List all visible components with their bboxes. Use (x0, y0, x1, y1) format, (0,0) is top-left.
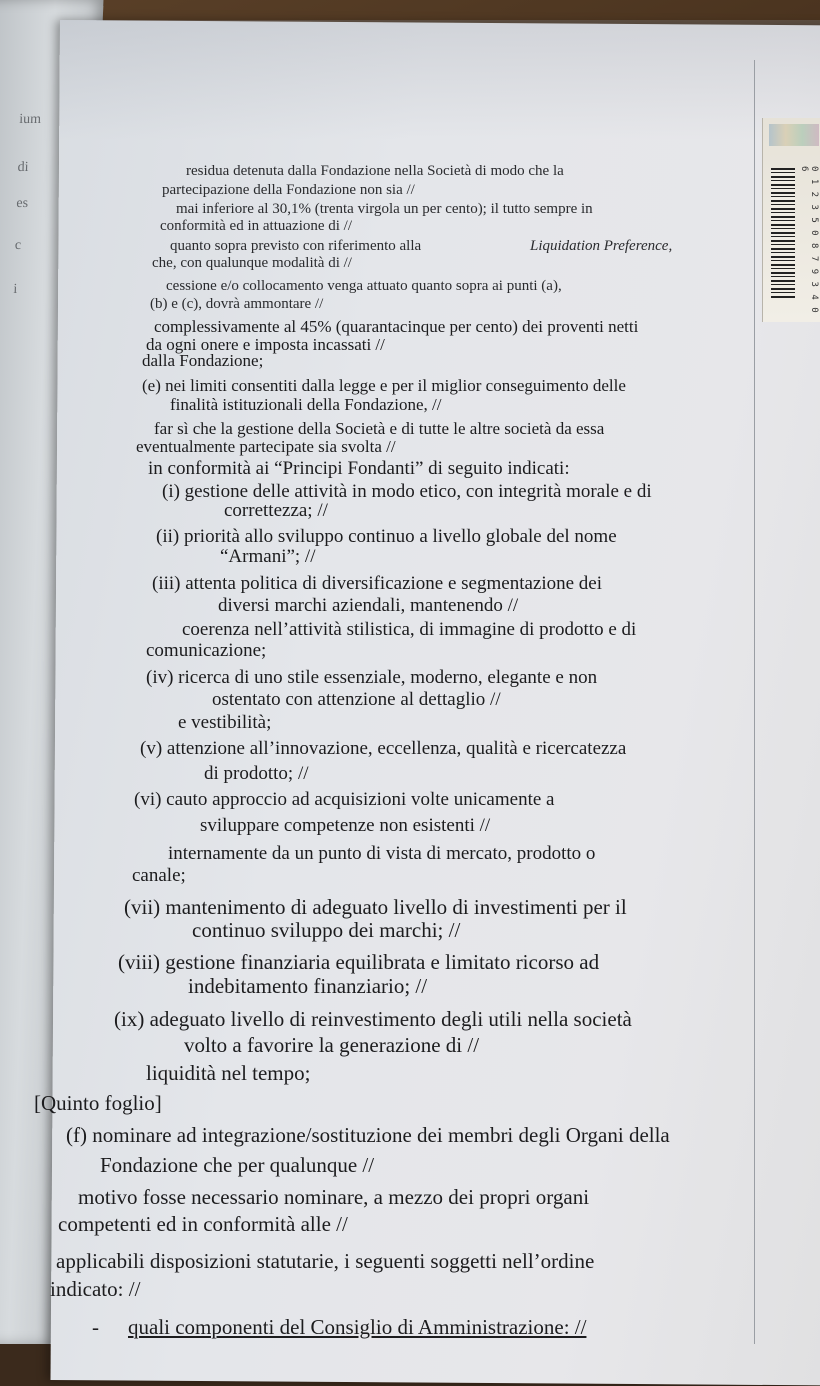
text-line-italic: Liquidation Preference, (530, 238, 673, 254)
text-line: che, con qualunque modalità di // (152, 255, 352, 271)
left-fragment: di (17, 160, 29, 175)
text-line: (e) nei limiti consentiti dalla legge e per il miglior conseguimento delle (142, 376, 626, 395)
text-line: partecipazione della Fondazione non sia // (162, 182, 415, 198)
text-line: eventualmente partecipate sia svolta // (136, 437, 396, 456)
text-line: correttezza; // (224, 500, 328, 521)
text-line: volto a favorire la generazione di // (184, 1033, 480, 1057)
text-line: motivo fosse necessario nominare, a mezzo dei propri organi (78, 1185, 590, 1209)
text-line: far sì che la gestione della Società e di tutte le altre società da essa (154, 419, 605, 438)
text-line: complessivamente al 45% (quarantacinque per cento) dei proventi netti (154, 317, 639, 336)
text-line: “Armani”; // (220, 546, 316, 567)
list-item-viii: (viii) gestione finanziaria equilibrata e limitato ricorso ad (118, 950, 600, 974)
text-line: indicato: // (50, 1277, 141, 1301)
text-line: da ogni onere e imposta incassati // (146, 335, 385, 354)
list-item-ii: (ii) priorità allo sviluppo continuo a livello globale del nome (156, 526, 617, 547)
left-fragment: es (16, 196, 29, 211)
text-line: Fondazione che per qualunque // (100, 1153, 375, 1177)
text-line: comunicazione; (146, 640, 267, 661)
text-line: sviluppare competenze non esistenti // (200, 815, 491, 836)
left-fragment: c (14, 238, 22, 253)
list-item-iii: (iii) attenta politica di diversificazione e segmentazione dei (152, 573, 603, 594)
list-item-v: (v) attenzione all’innovazione, eccellenza, qualità e ricercatezza (140, 738, 627, 759)
text-line: e vestibilità; (178, 712, 272, 733)
text-line: liquidità nel tempo; (146, 1061, 311, 1085)
text-line: diversi marchi aziendali, mantenendo // (218, 595, 519, 616)
text-line: canale; (132, 865, 186, 886)
text-line: di prodotto; // (204, 763, 309, 784)
text-line: cessione e/o collocamento venga attuato quanto sopra ai punti (a), (166, 278, 562, 294)
text-line: dalla Fondazione; (142, 351, 264, 370)
list-item-ix: (ix) adeguato livello di reinvestimento degli utili nella società (114, 1007, 632, 1031)
text-line: continuo sviluppo dei marchi; // (192, 918, 461, 942)
text-line: residua detenuta dalla Fondazione nella Società di modo che la (186, 163, 564, 179)
left-fragment: i (13, 282, 18, 297)
text-line: internamente da un punto di vista di mercato, prodotto o (168, 843, 596, 864)
list-item-f: (f) nominare ad integrazione/sostituzione dei membri degli Organi della (66, 1123, 670, 1147)
text-line: mai inferiore al 30,1% (trenta virgola un per cento); il tutto sempre in (176, 201, 593, 217)
list-item-iv: (iv) ricerca di uno stile essenziale, moderno, elegante e non (146, 667, 598, 688)
text-line: in conformità ai “Principi Fondanti” di seguito indicati: (148, 458, 570, 479)
left-fragment: ium (19, 112, 42, 127)
text-line: finalità istituzionali della Fondazione, // (170, 395, 442, 414)
list-item-vii: (vii) mantenimento di adeguato livello di investimenti per il (124, 895, 627, 919)
text-line: applicabili disposizioni statutarie, i seguenti soggetti nell’ordine (56, 1249, 595, 1273)
sheet-marker: [Quinto foglio] (34, 1091, 162, 1115)
text-line: competenti ed in conformità alle // (58, 1212, 348, 1236)
text-line: (b) e (c), dovrà ammontare // (150, 296, 324, 312)
stamp-code: 0 1 2 3 5 0 8 7 9 3 4 0 6 (799, 166, 819, 314)
text-line: conformità ed in attuazione di // (160, 218, 353, 234)
text-line: quanto sopra previsto con riferimento alla (170, 238, 422, 254)
text-line: indebitamento finanziario; // (188, 974, 428, 998)
text-line: ostentato con attenzione al dettaglio // (212, 689, 501, 710)
bullet-dash: - (92, 1315, 99, 1339)
underlined-heading: quali componenti del Consiglio di Amministrazione: // (128, 1315, 587, 1339)
list-item-i: (i) gestione delle attività in modo etico, con integrità morale e di (162, 481, 652, 502)
list-item-vi: (vi) cauto approccio ad acquisizioni volte unicamente a (134, 789, 555, 810)
text-line: coerenza nell’attività stilistica, di immagine di prodotto e di (182, 619, 637, 640)
